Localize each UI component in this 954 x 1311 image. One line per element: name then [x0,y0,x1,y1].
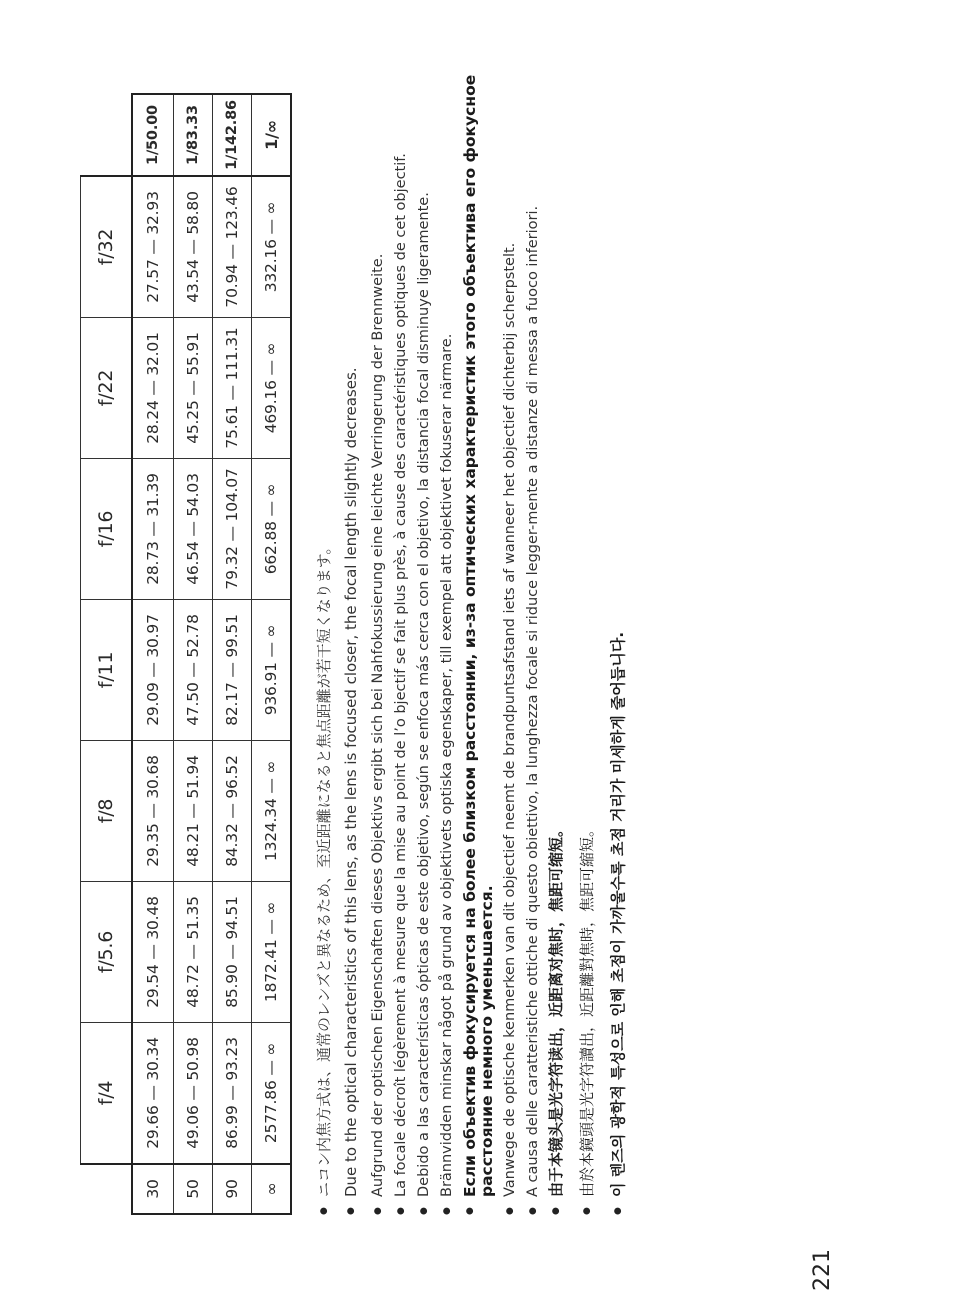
note-chinese-simplified: ● 由于本镜头是光字符读出，近距离对焦时，焦距可缩短。 [548,25,565,1215]
aperture-header: f/8 [81,741,133,882]
distance-cell: 30 [132,1164,174,1214]
magnification-cell: 1/∞ [252,94,292,176]
range-cell: 332.16 — ∞ [252,176,292,318]
range-cell: 28.24 — 32.01 [132,318,174,459]
range-cell: 29.09 — 30.97 [132,600,174,741]
range-cell: 29.66 — 30.34 [132,1023,174,1165]
table-corner-cell [81,94,133,176]
note-swedish: ● Brännvidden minskar något på grund av objektivets optiska egenskaper, till exempel att objektivet fokuserar närmare. [439,25,456,1215]
focal-length-notes [316,25,641,1215]
range-cell: 70.94 — 123.46 [213,176,252,318]
magnification-cell: 1/83.33 [174,94,213,176]
range-cell: 469.16 — ∞ [252,318,292,459]
range-cell: 82.17 — 99.51 [213,600,252,741]
note-dutch: ● Vanwege de optische kenmerken van dit objectief neemt de brandpuntsafstand iets af wanneer het objectief dichterbij scherpstelt. [502,25,519,1215]
magnification-cell: 1/50.00 [132,94,174,176]
note-japanese: ● ニコン内焦方式は、通常のレンズと異なるため、至近距離になると焦点距離が若干短くなります。 [316,25,333,1215]
aperture-header: f/22 [81,318,133,459]
range-cell: 86.99 — 93.23 [213,1023,252,1165]
range-cell: 28.73 — 31.39 [132,459,174,600]
range-cell: 85.90 — 94.51 [213,882,252,1023]
aperture-header: f/11 [81,600,133,741]
aperture-header: f/16 [81,459,133,600]
table-row [213,94,252,1214]
range-cell: 1872.41 — ∞ [252,882,292,1023]
range-cell: 29.35 — 30.68 [132,741,174,882]
range-cell: 27.57 — 32.93 [132,176,174,318]
distance-cell: ∞ [252,1164,292,1214]
note-french: ● La focale décroît légèrement à mesure que la mise au point de l’o bjectif se fait plus près, à cause des caractéristiques optiques de cet objectif. [393,25,410,1215]
range-cell: 47.50 — 52.78 [174,600,213,741]
range-cell: 43.54 — 58.80 [174,176,213,318]
distance-cell: 90 [213,1164,252,1214]
note-russian: ● Если объектив фокусируется на более близком расстоянии, из-за оптических характеристик этого объектива его фокусное расстояние немного уменьшается. [462,25,496,1215]
table-header-row [81,94,133,1214]
range-cell: 936.91 — ∞ [252,600,292,741]
range-cell: 46.54 — 54.03 [174,459,213,600]
range-cell: 2577.86 — ∞ [252,1023,292,1165]
note-chinese-traditional: ● 由於本鏡頭是光字符讀出，近距離對焦時，焦距可縮短。 [579,25,596,1215]
aperture-header: f/4 [81,1023,133,1165]
range-cell: 75.61 — 111.31 [213,318,252,459]
range-cell: 48.72 — 51.35 [174,882,213,1023]
range-cell: 1324.34 — ∞ [252,741,292,882]
note-spanish: ● Debido a las características ópticas de este objetivo, según se enfoca más cerca con el objetivo, la distancia focal disminuye ligeramente. [416,25,433,1215]
note-korean: ● 이 렌즈의 광학적 특성으로 인해 초점이 가까울수록 초점 거리가 미세하게 줄어듭니다. [610,25,627,1215]
table-corner-cell [81,1164,133,1214]
range-cell: 48.21 — 51.94 [174,741,213,882]
table-row [252,94,292,1214]
table-row [174,94,213,1214]
note-italian: ● A causa delle caratteristiche ottiche di questo obiettivo, la lunghezza focale si riduce legger-mente a distanze di messa a fuoco inferiori. [525,25,542,1215]
range-cell: 79.32 — 104.07 [213,459,252,600]
table-row [132,94,174,1214]
page-number: 221 [810,1249,835,1291]
magnification-cell: 1/142.86 [213,94,252,176]
range-cell: 662.88 — ∞ [252,459,292,600]
note-english: ● Due to the optical characteristics of this lens, as the lens is focused closer, the focal length slightly decreases. [343,25,360,1215]
aperture-header: f/5.6 [81,882,133,1023]
depth-of-field-table [80,93,292,1215]
range-cell: 84.32 — 96.52 [213,741,252,882]
range-cell: 49.06 — 50.98 [174,1023,213,1165]
aperture-header: f/32 [81,176,133,318]
note-german: ● Aufgrund der optischen Eigenschaften dieses Objektivs ergibt sich bei Nahfokussierung eine leichte Verringerung der Brennweite. [370,25,387,1215]
distance-cell: 50 [174,1164,213,1214]
range-cell: 45.25 — 55.91 [174,318,213,459]
range-cell: 29.54 — 30.48 [132,882,174,1023]
